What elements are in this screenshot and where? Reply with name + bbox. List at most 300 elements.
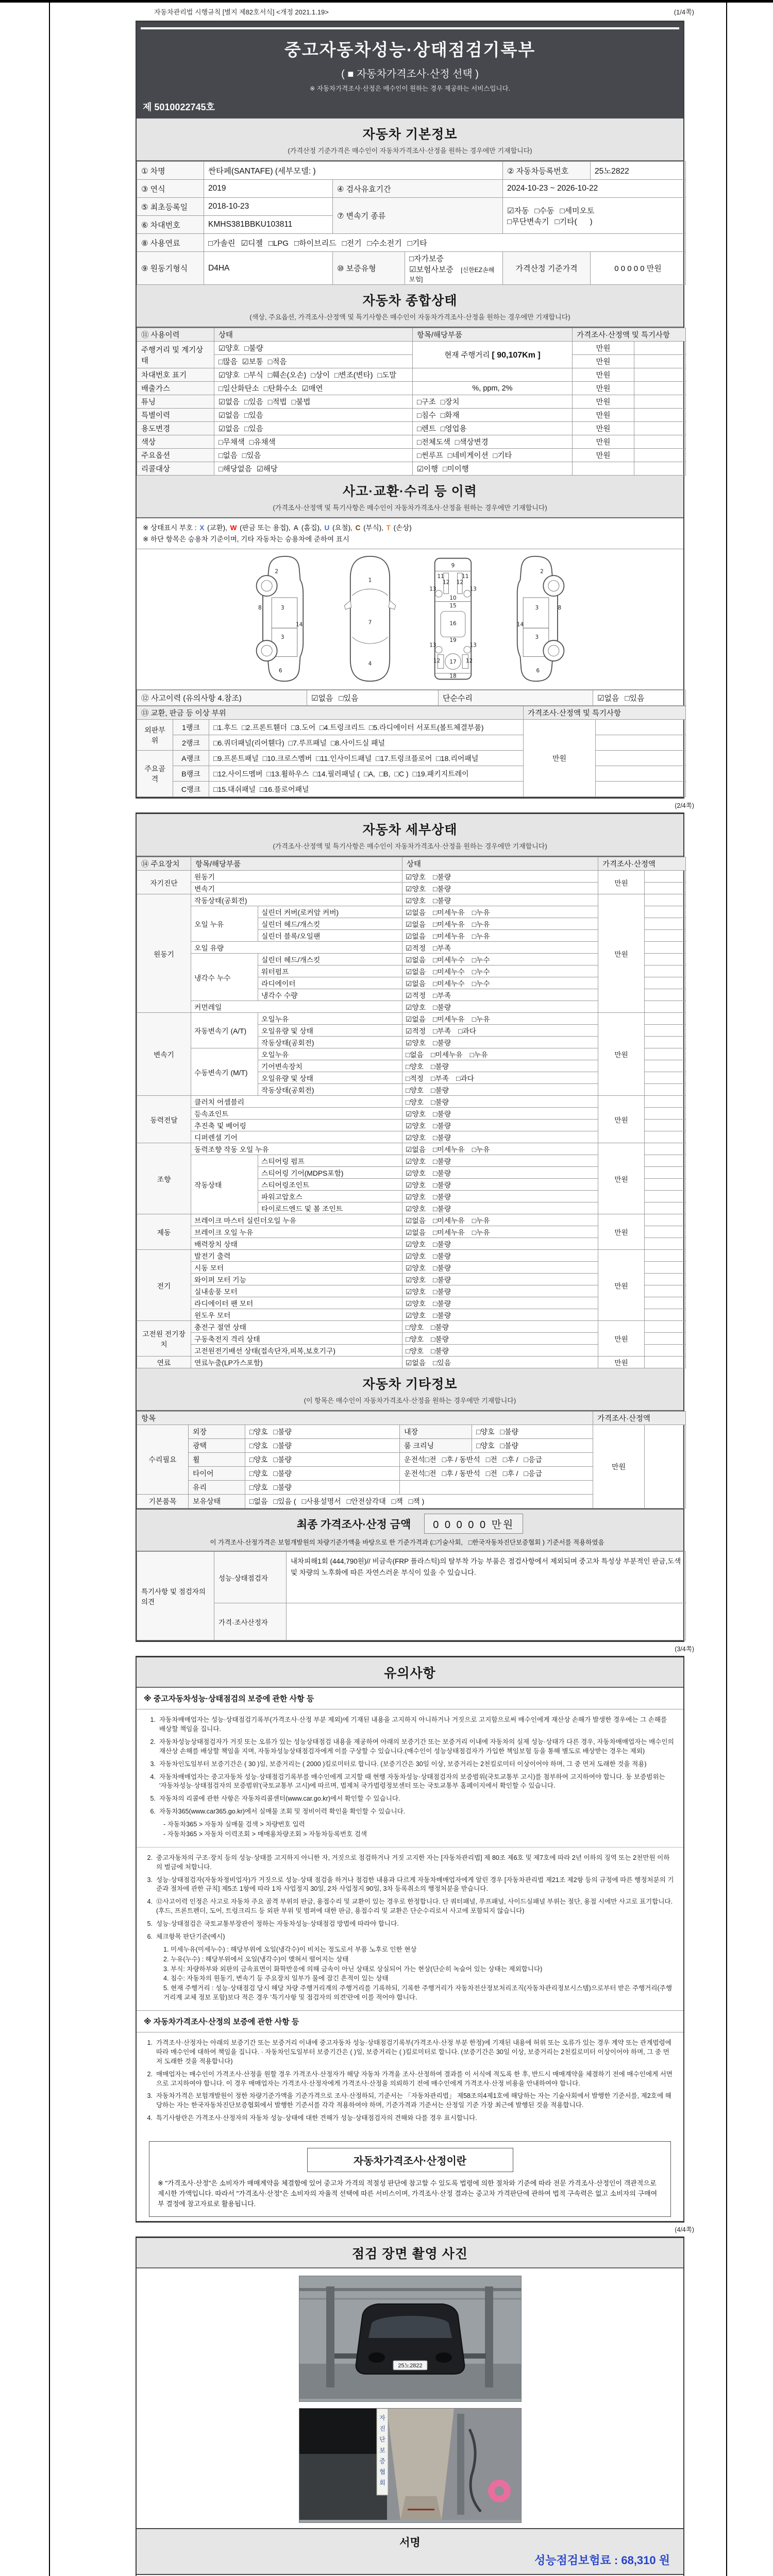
checkbox-checked[interactable]: ☑없음 xyxy=(406,933,426,941)
checkbox-unchecked[interactable]: □기술사회, xyxy=(432,1539,463,1547)
checkbox-unchecked[interactable]: □네비게이션 xyxy=(447,452,489,460)
checkbox-unchecked[interactable]: □15.대쉬패널 xyxy=(213,785,256,793)
checkbox-unchecked[interactable]: □양호 xyxy=(406,1087,424,1095)
checkbox-checked[interactable]: ☑양호 xyxy=(406,1134,426,1142)
checkbox-unchecked[interactable]: □미이행 xyxy=(443,465,469,473)
law-reference: 자동차관리법 시행규칙 [별지 제82호서식] <개정 2021.1.19> xyxy=(154,8,329,16)
checkbox-unchecked[interactable]: □양호 xyxy=(406,1347,424,1355)
checkbox-unchecked[interactable]: □11.인사이드패널 xyxy=(316,754,372,762)
checkbox-unchecked[interactable]: □썬루프 xyxy=(417,452,443,460)
checkbox-unchecked[interactable]: □잭 ) xyxy=(408,1497,425,1506)
checkbox-unchecked[interactable]: □불량 xyxy=(433,1276,451,1284)
notice-item xyxy=(146,1760,674,1769)
note-cell xyxy=(634,342,686,355)
checkbox-unchecked[interactable]: □있음 xyxy=(339,694,359,703)
checkbox-unchecked[interactable]: □탄화수소 xyxy=(263,385,297,393)
checkbox-unchecked[interactable]: □양호 xyxy=(406,1063,424,1071)
checkbox-unchecked[interactable]: □7.루프패널 xyxy=(288,738,327,747)
checkbox-unchecked[interactable]: □불량 xyxy=(273,1483,292,1492)
checkbox-checked[interactable]: ☑없음 xyxy=(406,1015,426,1024)
checkbox-unchecked[interactable]: □1.후드 xyxy=(213,723,238,732)
checkbox-unchecked[interactable]: □미세누유 xyxy=(433,1217,465,1225)
checkbox-unchecked[interactable]: □전 xyxy=(425,1455,436,1464)
checkbox-unchecked[interactable]: □없음 xyxy=(406,1051,424,1059)
notice-item-text: 자동차매매업자는 중고자동차 성능·상태점검기록부를 매수인에게 고지할 때 현행 자동차성능·상태점검자의 보증범위(국토교통부 고시)를 첨부하여 고지하여야 합니다. 동 보증범위는 '자동차성능·상태점검자의 보증범위'(국토교통부 고시)에 따르며, 법제처 국가법령정보센터 또는 국토교통부 홈페이지에서 확인할 수 있습니다. xyxy=(159,1773,665,1790)
price-cell: 만원 xyxy=(598,1013,645,1096)
checkbox-unchecked[interactable]: □양호 xyxy=(249,1469,268,1478)
checkbox-checked[interactable]: ☑양호 xyxy=(406,873,426,882)
checkbox-unchecked[interactable]: □6.쿼더패널(리어휀다) xyxy=(213,738,284,747)
checkbox-unchecked[interactable]: □전체도색 xyxy=(417,438,450,447)
checkbox-checked[interactable]: ☑디젤 xyxy=(241,239,263,248)
checkbox-unchecked[interactable]: □양호 xyxy=(406,1098,424,1107)
checkbox-unchecked[interactable]: □없음 xyxy=(249,1497,268,1506)
note-cell xyxy=(634,355,686,368)
checkbox-unchecked[interactable]: □수소전기 xyxy=(367,239,402,248)
checkbox-checked[interactable]: ☑보험사보증 xyxy=(409,265,453,274)
checkbox-unchecked[interactable]: □불량 xyxy=(433,1181,451,1190)
basic-info-note: (가격산정 기준가격은 매수인이 자동차가격조사·산정을 원하는 경우에만 기재합니다) xyxy=(288,147,532,155)
checkbox-checked[interactable]: ☑없음 xyxy=(406,968,426,976)
notice-item-text: 성능·상태점검은 국토교통부장관이 정하는 자동차성능·상태점검 방법에 따라야 합니다. xyxy=(156,1920,399,1928)
notice-item-number: 4. xyxy=(150,1773,156,1781)
checkbox-unchecked[interactable]: □불량 xyxy=(500,1442,519,1450)
checkbox-checked[interactable]: ☑양호 xyxy=(406,1300,426,1308)
checkbox-unchecked[interactable]: □후 / xyxy=(502,1455,518,1464)
price-cell: 만원 xyxy=(598,1357,645,1368)
checkbox-unchecked[interactable]: □불량 xyxy=(433,885,451,893)
checkbox-unchecked[interactable]: □불량 xyxy=(273,1455,292,1464)
other-item-header: 항목 xyxy=(137,1412,593,1425)
checkbox-unchecked[interactable]: □미세누수 xyxy=(433,980,465,988)
checkbox-unchecked[interactable]: □부족 xyxy=(433,1027,451,1036)
checkbox-unchecked[interactable]: □누유 xyxy=(472,1146,490,1154)
checkbox-unchecked[interactable]: □불량 xyxy=(433,897,451,905)
price-cell: 만원 xyxy=(573,395,634,409)
checkbox-checked[interactable]: ☑없음 xyxy=(597,694,619,703)
checkbox-unchecked[interactable]: □전기 xyxy=(342,239,362,248)
fuel-label: ⑧ 사용연료 xyxy=(137,234,204,252)
checkbox-unchecked[interactable]: □영업용 xyxy=(440,425,467,433)
checkbox-unchecked[interactable]: □불량 xyxy=(433,1122,451,1130)
warranty-label: ⑩ 보증유형 xyxy=(333,252,405,285)
checkbox-checked[interactable]: ☑양호 xyxy=(406,1312,426,1320)
checkbox-unchecked[interactable]: □하이브리드 xyxy=(294,239,337,248)
state-options xyxy=(402,1025,598,1037)
checkbox-unchecked[interactable]: □불량 xyxy=(500,1428,519,1436)
checkbox-unchecked[interactable]: □양호 xyxy=(406,1324,424,1332)
checkbox-unchecked[interactable]: □불량 xyxy=(433,1110,451,1118)
checkbox-unchecked[interactable]: □불량 xyxy=(431,1335,449,1344)
checkbox-checked[interactable]: ☑이행 xyxy=(417,465,439,473)
price-cell: 만원 xyxy=(573,449,634,462)
notice-item xyxy=(146,1807,674,1817)
checkbox-unchecked[interactable]: □안전삼각대 xyxy=(346,1497,386,1506)
checkbox-checked[interactable]: ☑매연 xyxy=(301,385,323,393)
accident-history-note: (가격조사·산정액 및 특기사항은 매수인이 자동차가격조사·산정을 원하는 경우에만 기재합니다) xyxy=(273,504,547,512)
panel-number-12: 12 xyxy=(433,658,440,665)
checkbox-unchecked[interactable]: □세미오토 xyxy=(560,206,595,215)
options-타이어 xyxy=(245,1467,400,1481)
checkbox-unchecked[interactable]: □불량 xyxy=(433,1039,451,1047)
checkbox-unchecked[interactable]: □있음 xyxy=(242,452,261,460)
checkbox-unchecked[interactable]: □수동 xyxy=(534,206,554,215)
item-mid: 냉각수 누수 xyxy=(191,954,258,1001)
checkbox-unchecked[interactable]: □불량 xyxy=(433,1170,451,1178)
checkbox-unchecked[interactable]: □양호 xyxy=(249,1455,268,1464)
checkbox-unchecked[interactable]: □누유 xyxy=(472,1015,490,1024)
checkbox-checked[interactable]: ☑없음 xyxy=(311,694,333,703)
checkbox-unchecked[interactable]: □미세누유 xyxy=(433,1146,465,1154)
checkbox-unchecked[interactable]: □불량 xyxy=(244,345,263,353)
checkbox-checked[interactable]: ☑적정 xyxy=(406,944,426,953)
checkbox-checked[interactable]: ☑양호 xyxy=(406,1039,426,1047)
checkbox-checked[interactable]: ☑양호 xyxy=(406,1241,426,1249)
notice-item-text: 중고자동차의 구조·장치 등의 성능·상태를 고지하지 아니한 자, 거짓으로 점검하거나 거짓 고지한 자는 [자동차관리법] 제 80조 제6호 및 제7호에 따라 2년 이하의 징역 또는 2천만원 이하의 벌금에 처합니다. xyxy=(156,1854,670,1871)
device-전기: 전기 xyxy=(137,1250,191,1321)
state-options xyxy=(402,871,598,883)
state-options xyxy=(402,1001,598,1013)
checkbox-checked[interactable]: ☑양호 xyxy=(406,1181,426,1190)
note-cell xyxy=(645,1037,686,1048)
checkbox-checked[interactable]: ☑양호 xyxy=(406,1276,426,1284)
notice-item-text: 자동차365(www.car365.go.kr)에서 실매물 조회 및 정비이력 확인을 확인할 수 있습니다. xyxy=(159,1808,406,1816)
checkbox-unchecked[interactable]: □양호 xyxy=(249,1442,268,1450)
note-cell xyxy=(645,894,686,906)
checkbox-unchecked[interactable]: □19.패키지트레이 xyxy=(412,769,469,778)
checkbox-checked[interactable]: ☑없음 xyxy=(219,412,240,420)
checkbox-unchecked[interactable]: □있음 xyxy=(433,1359,451,1367)
checkbox-unchecked[interactable]: □불량 xyxy=(433,1264,451,1273)
item-part: 라디에이터 xyxy=(258,977,402,989)
checkbox-unchecked[interactable]: □13.휠하우스 xyxy=(266,769,309,778)
year-label: ③ 연식 xyxy=(137,180,204,198)
checkbox-unchecked[interactable]: □양호 xyxy=(406,1335,424,1344)
checkbox-checked[interactable]: ☑양호 xyxy=(406,885,426,893)
checkbox-unchecked[interactable]: □무채색 xyxy=(219,438,245,447)
parts-cell xyxy=(413,449,573,462)
checkbox-checked[interactable]: ☑자동 xyxy=(507,206,529,215)
checkbox-checked[interactable]: ☑해당 xyxy=(256,465,278,473)
notice-item xyxy=(146,1794,674,1804)
checkbox-unchecked[interactable]: □전 xyxy=(485,1469,497,1478)
accident-history-label: ⑫ 사고이력 (유의사항 4.참조) xyxy=(137,690,307,706)
checkbox-unchecked[interactable]: □불량 xyxy=(433,1288,451,1296)
checkbox-checked[interactable]: ☑없음 xyxy=(406,1359,426,1367)
checkbox-unchecked[interactable]: □후 / 동반석 xyxy=(442,1455,480,1464)
checkbox-unchecked[interactable]: □응급 xyxy=(524,1455,543,1464)
checkbox-checked[interactable]: ☑양호 xyxy=(219,345,240,353)
options-내장 xyxy=(472,1425,593,1439)
checkbox-unchecked[interactable]: □후 / 동반석 xyxy=(442,1469,480,1478)
banner-char: 증 xyxy=(379,2458,385,2465)
rank-label: C랭크 xyxy=(173,782,209,797)
checkbox-unchecked[interactable]: □렌트 xyxy=(417,425,436,433)
checkbox-checked[interactable]: ☑없음 xyxy=(406,1229,426,1237)
checkbox-unchecked[interactable]: □구조 xyxy=(417,398,436,406)
note-cell xyxy=(645,1274,686,1285)
checkbox-checked[interactable]: ☑없음 xyxy=(406,1217,426,1225)
checkbox-unchecked[interactable]: □있음 xyxy=(244,425,263,433)
checkbox-unchecked[interactable]: □불량 xyxy=(433,1312,451,1320)
checkbox-unchecked[interactable]: □4.트렁크리드 xyxy=(320,723,365,732)
detail-state-note: (가격조사·산정액 및 특기사항은 매수인이 자동차가격조사·산정을 원하는 경우에만 기재합니다) xyxy=(273,842,547,851)
checkbox-unchecked[interactable]: □10.크로스멤버 xyxy=(262,754,312,762)
checkbox-checked[interactable]: ☑양호 xyxy=(406,1205,426,1213)
notice-subline: 3. 부식: 차량하부와 외판의 금속표면이 화학반응에 의해 금속이 아닌 상태로 상실되어 가는 현상(단순히 녹슬어 있는 상태는 제외합니다) xyxy=(163,1965,543,1973)
base-price-label: 가격산정 기준가격 xyxy=(503,252,591,285)
checkbox-unchecked[interactable]: □화재 xyxy=(440,412,460,420)
note-cell xyxy=(645,1191,686,1202)
checkbox-unchecked[interactable]: □8.사이드실 패널 xyxy=(330,738,385,747)
checkbox-checked[interactable]: ☑양호 xyxy=(406,1110,426,1118)
rank-items xyxy=(209,751,524,766)
checkbox-checked[interactable]: ☑양호 xyxy=(406,897,426,905)
notice-item-text: 특기사항란은 가격조사·산정자의 자동차 성능·상태에 대한 견해가 성능·상태점검자의 견해와 다를 경우 표시합니다. xyxy=(156,2114,477,2122)
checkbox-checked[interactable]: ☑없음 xyxy=(219,398,240,406)
checkbox-checked[interactable]: ☑보통 xyxy=(242,358,263,366)
checkbox-unchecked[interactable]: □미세누유 xyxy=(433,1015,465,1024)
checkbox-unchecked[interactable]: □유채색 xyxy=(249,438,276,447)
checkbox-checked[interactable]: ☑없음 xyxy=(406,909,426,917)
overall-state-header xyxy=(137,285,683,328)
checkbox-unchecked[interactable]: □적정 xyxy=(406,1075,424,1083)
checkbox-unchecked[interactable]: □불량 xyxy=(431,1087,449,1095)
checkbox-checked[interactable]: ☑양호 xyxy=(406,1158,426,1166)
checkbox-unchecked[interactable]: □변조(변타) xyxy=(334,371,373,380)
notice-item xyxy=(146,1933,674,1942)
checkbox-unchecked[interactable]: □가솔린 xyxy=(208,239,236,248)
checkbox-unchecked[interactable]: □부식 xyxy=(244,371,263,380)
item-유리: 유리 xyxy=(189,1481,245,1495)
banner-char: 보 xyxy=(379,2447,385,2454)
title-rule xyxy=(141,27,679,29)
note-cell xyxy=(645,1001,686,1013)
checkbox-unchecked[interactable]: □과다 xyxy=(456,1075,475,1083)
banner-char: 자 xyxy=(379,2414,385,2422)
price-cell: 만원 xyxy=(598,1143,645,1214)
checkbox-unchecked[interactable]: □불량 xyxy=(431,1347,449,1355)
checkbox-unchecked[interactable]: □불량 xyxy=(433,873,451,882)
row-label-mileage: 주행거리 및 계기상태 xyxy=(137,342,214,368)
checkbox-checked[interactable]: ☑없음 xyxy=(219,425,240,433)
state-options xyxy=(402,942,598,954)
checkbox-unchecked[interactable]: □미세누유 xyxy=(431,1051,463,1059)
checkbox-unchecked[interactable]: □한국자동차진단보증협회 ) 기준서를 적용하였음 xyxy=(468,1539,604,1547)
checkbox-checked[interactable]: ☑양호 xyxy=(219,371,240,380)
checkbox-unchecked[interactable]: □불량 xyxy=(433,1004,451,1012)
checkbox-unchecked[interactable]: □침수 xyxy=(417,412,436,420)
checkbox-checked[interactable]: ☑양호 xyxy=(406,1264,426,1273)
checkbox-unchecked[interactable]: □불량 xyxy=(433,1158,451,1166)
checkbox-unchecked[interactable]: □누유 xyxy=(472,921,490,929)
page1-box xyxy=(136,21,684,799)
panel-number-2: 2 xyxy=(540,568,544,575)
note-cell xyxy=(645,883,686,894)
checkbox-checked[interactable]: ☑없음 xyxy=(406,921,426,929)
checkbox-unchecked[interactable]: □있음 xyxy=(625,694,645,703)
first-reg-label: ⑤ 최초등록일 xyxy=(137,198,204,216)
parts-cell xyxy=(413,422,573,435)
checkbox-unchecked[interactable]: □미세누유 xyxy=(433,921,465,929)
notice-item xyxy=(146,1716,674,1734)
checkbox-unchecked[interactable]: □5.라디에이터 서포트(볼트체결부품) xyxy=(368,723,484,732)
checkbox-checked[interactable]: ☑양호 xyxy=(406,1288,426,1296)
checkbox-unchecked[interactable]: □불량 xyxy=(433,1252,451,1261)
checkbox-unchecked[interactable]: □불량 xyxy=(431,1098,449,1107)
checkbox-unchecked[interactable]: □누수 xyxy=(472,980,490,988)
checkbox-unchecked[interactable]: □있음 xyxy=(244,398,263,406)
checkbox-unchecked[interactable]: □3.도어 xyxy=(291,723,316,732)
checkbox-unchecked[interactable]: □불량 xyxy=(433,1193,451,1201)
checkbox-unchecked[interactable]: □C ) xyxy=(394,769,409,778)
checkbox-unchecked[interactable]: □전 xyxy=(485,1455,497,1464)
note-cell xyxy=(645,1072,686,1084)
checkbox-unchecked[interactable]: □해당없음 xyxy=(219,465,252,473)
checkbox-checked[interactable]: ☑양호 xyxy=(406,1004,426,1012)
item-full: 시동 모터 xyxy=(191,1262,402,1274)
checkbox-unchecked[interactable]: □A, xyxy=(364,769,375,778)
checkbox-unchecked[interactable]: □2.프론트휀더 xyxy=(242,723,287,732)
checkbox-unchecked[interactable]: □일산화탄소 xyxy=(219,385,259,393)
car-name-label: ① 차명 xyxy=(137,162,204,180)
panel-number-8: 8 xyxy=(258,605,262,612)
checkbox-unchecked[interactable]: □도말 xyxy=(377,371,397,380)
checkbox-unchecked[interactable]: □불량 xyxy=(273,1469,292,1478)
service-note: ※ 자동차가격조사·산정은 매수인이 원하는 경우 제공하는 서비스입니다. xyxy=(309,85,511,92)
checkbox-unchecked[interactable]: □누유 xyxy=(472,909,490,917)
checkbox-unchecked[interactable]: □적음 xyxy=(267,358,287,366)
item-part: 실린더 헤드/개스킷 xyxy=(258,918,402,930)
price-cell: 만원 xyxy=(573,382,634,395)
checkbox-unchecked[interactable]: □많음 xyxy=(219,358,238,366)
checkbox-unchecked[interactable]: □18.리어패널 xyxy=(436,754,479,762)
checkbox-unchecked[interactable]: □적법 xyxy=(267,398,287,406)
rank-note-cell xyxy=(596,766,686,782)
legend-prefix: ※ 상태표시 부호 : xyxy=(143,524,199,532)
checkbox-unchecked[interactable]: □누유 xyxy=(472,1229,490,1237)
checkbox-unchecked[interactable]: □양호 xyxy=(249,1428,268,1436)
checkbox-unchecked[interactable]: □17.트렁크플로어 xyxy=(376,754,432,762)
checkbox-unchecked[interactable]: □기타 xyxy=(407,239,427,248)
checkbox-unchecked[interactable]: □미세누수 xyxy=(433,956,465,964)
state-options xyxy=(402,1274,598,1285)
checkbox-unchecked[interactable]: □과다 xyxy=(458,1027,477,1036)
checkbox-unchecked[interactable]: □누수 xyxy=(472,968,490,976)
checkbox-unchecked[interactable]: □불량 xyxy=(433,1241,451,1249)
detail-state-header xyxy=(137,814,683,857)
notice-item-number: 2. xyxy=(150,1738,156,1745)
checkbox-unchecked[interactable]: □B, xyxy=(379,769,391,778)
holding-options xyxy=(245,1495,593,1509)
option-text: 운전석 xyxy=(404,1455,425,1464)
item-full: 브레이크 오일 누유 xyxy=(191,1226,402,1238)
checkbox-unchecked[interactable]: □14.필러패널 ( xyxy=(313,769,360,778)
note-cell xyxy=(634,409,686,422)
checkbox-checked[interactable]: ☑양호 xyxy=(406,1170,426,1178)
checkbox-checked[interactable]: ☑양호 xyxy=(406,1122,426,1130)
parts-cell xyxy=(413,395,573,409)
row-label-배출가스: 배출가스 xyxy=(137,382,214,395)
checkbox-checked[interactable]: ☑양호 xyxy=(406,1193,426,1201)
notice-subline: 5. 현재 주행거리 : 성능·상태점검 당시 해당 차량 주행거리계의 주행거리를 기록하되, 기록한 주행거리가 자동차전산정보처리조직(자동차관리정보시스템)으로부터 받은 주행거리(주행거리계 교체 정보 포함)보다 적은 경우 '특기사항 및 점검자의 의견'란에 이를 적어야 합니다. xyxy=(163,1985,673,2002)
checkbox-unchecked[interactable]: □양호 xyxy=(476,1428,495,1436)
checkbox-unchecked[interactable]: □있음 ( xyxy=(273,1497,296,1506)
checkbox-unchecked[interactable]: □9.프론트패널 xyxy=(213,754,259,762)
checkbox-checked[interactable]: ☑없음 xyxy=(406,956,426,964)
checkbox-unchecked[interactable]: □미세누유 xyxy=(433,909,465,917)
checkbox-unchecked[interactable]: □장치 xyxy=(440,398,460,406)
checkbox-unchecked[interactable]: □불량 xyxy=(431,1063,449,1071)
position-options xyxy=(400,1467,593,1481)
checkbox-unchecked[interactable]: □불량 xyxy=(273,1428,292,1436)
checkbox-unchecked[interactable]: □무단변속기 xyxy=(507,217,549,226)
notice-item-text: 매매업자는 매수인이 가격조사·산정을 원할 경우 가격조사·산정자가 해당 자동차 가격을 조사·산정하여 결과를 이 서식에 적도록 한 후, 반드시 매매계약을 체결하기 전에 매수인에게 서면으로 고지하여야 합니다. 이 경우 매매업자는 가격조사·산정자에게 가격조사·산정을 의뢰하기 전에 매수인에게 가격조사·산정 비용을 안내하여야 합니다. xyxy=(156,2070,673,2087)
checkbox-unchecked[interactable]: □전 xyxy=(425,1469,436,1478)
checkbox-checked[interactable]: ☑없음 xyxy=(406,980,426,988)
checkbox-unchecked[interactable]: □기타( ) xyxy=(554,217,593,226)
checkbox-unchecked[interactable]: □LPG xyxy=(268,239,289,248)
checkbox-unchecked[interactable]: □불량 xyxy=(433,1134,451,1142)
checkbox-unchecked[interactable]: □16.플로어패널 xyxy=(260,785,309,793)
checkbox-checked[interactable]: ☑없음 xyxy=(406,1146,426,1154)
checkbox-unchecked[interactable]: □불량 xyxy=(273,1442,292,1450)
checkbox-unchecked[interactable]: □누유 xyxy=(469,1051,488,1059)
checkbox-unchecked[interactable]: □자가보증 xyxy=(409,255,444,263)
checkbox-unchecked[interactable]: □누수 xyxy=(472,956,490,964)
notice-item xyxy=(146,2070,674,2089)
checkbox-unchecked[interactable]: □미세누수 xyxy=(433,968,465,976)
checkbox-unchecked[interactable]: □미세누유 xyxy=(433,933,465,941)
checkbox-unchecked[interactable]: □색상변경 xyxy=(455,438,489,447)
checkbox-checked[interactable]: ☑적정 xyxy=(406,1027,426,1036)
checkbox-unchecked[interactable]: □후 / xyxy=(502,1469,518,1478)
checkbox-checked[interactable]: ☑적정 xyxy=(406,992,426,1000)
checkbox-unchecked[interactable]: □부족 xyxy=(433,992,451,1000)
checkbox-unchecked[interactable]: □불량 xyxy=(433,1205,451,1213)
rank-note-cell xyxy=(596,720,686,735)
panel-number-7: 7 xyxy=(368,619,372,626)
checkbox-unchecked[interactable]: □부족 xyxy=(433,944,451,953)
checkbox-unchecked[interactable]: □불법 xyxy=(291,398,311,406)
checkbox-unchecked[interactable]: □잭 xyxy=(391,1497,403,1506)
checkbox-unchecked[interactable]: □누유 xyxy=(472,1217,490,1225)
item-full: 실내송풍 모터 xyxy=(191,1285,402,1297)
note-cell xyxy=(645,1262,686,1274)
checkbox-unchecked[interactable]: □불량 xyxy=(431,1324,449,1332)
checkbox-unchecked[interactable]: □기타 xyxy=(493,452,512,460)
checkbox-unchecked[interactable]: □양호 xyxy=(476,1442,495,1450)
checkbox-unchecked[interactable]: □사용설명서 xyxy=(301,1497,341,1506)
checkbox-unchecked[interactable]: □불량 xyxy=(433,1300,451,1308)
checkbox-unchecked[interactable]: □훼손(오손) xyxy=(267,371,307,380)
checkbox-unchecked[interactable]: □양호 xyxy=(249,1483,268,1492)
checkbox-checked[interactable]: ☑양호 xyxy=(406,1252,426,1261)
checkbox-unchecked[interactable]: □상이 xyxy=(311,371,330,380)
checkbox-unchecked[interactable]: □부족 xyxy=(431,1075,449,1083)
checkbox-unchecked[interactable]: □없음 xyxy=(219,452,238,460)
checkbox-unchecked[interactable]: □미세누유 xyxy=(433,1229,465,1237)
checkbox-unchecked[interactable]: □있음 xyxy=(244,412,263,420)
checkbox-unchecked[interactable]: □응급 xyxy=(524,1469,543,1478)
info-box-text: ※ "가격조사·산정"은 소비자가 매매계약을 체결함에 있어 중고차 가격의 적절성 판단에 참고할 수 있도록 법령에 의한 절차와 기준에 따라 전문 가격조사·산정인이 객관적으로 제시한 가액입니다. 따라서 "가격조사·산정"은 소비자의 자율적 선택에 따른 서비스이며, 가격조사·산정 결과는 중고차 가격판단에 관하여 법적 구속력은 없고 소비자의 구매여부 결정에 참고자료로 활용됩니다. xyxy=(158,2179,658,2208)
checkbox-unchecked[interactable]: □누유 xyxy=(472,933,490,941)
state-header: 상태 xyxy=(402,857,598,871)
checkbox-unchecked[interactable]: □12.사이드멤버 xyxy=(213,769,263,778)
other-info-table xyxy=(137,1411,686,1509)
page-marker-2: (2/4쪽) xyxy=(675,802,694,810)
state-options xyxy=(402,1120,598,1131)
